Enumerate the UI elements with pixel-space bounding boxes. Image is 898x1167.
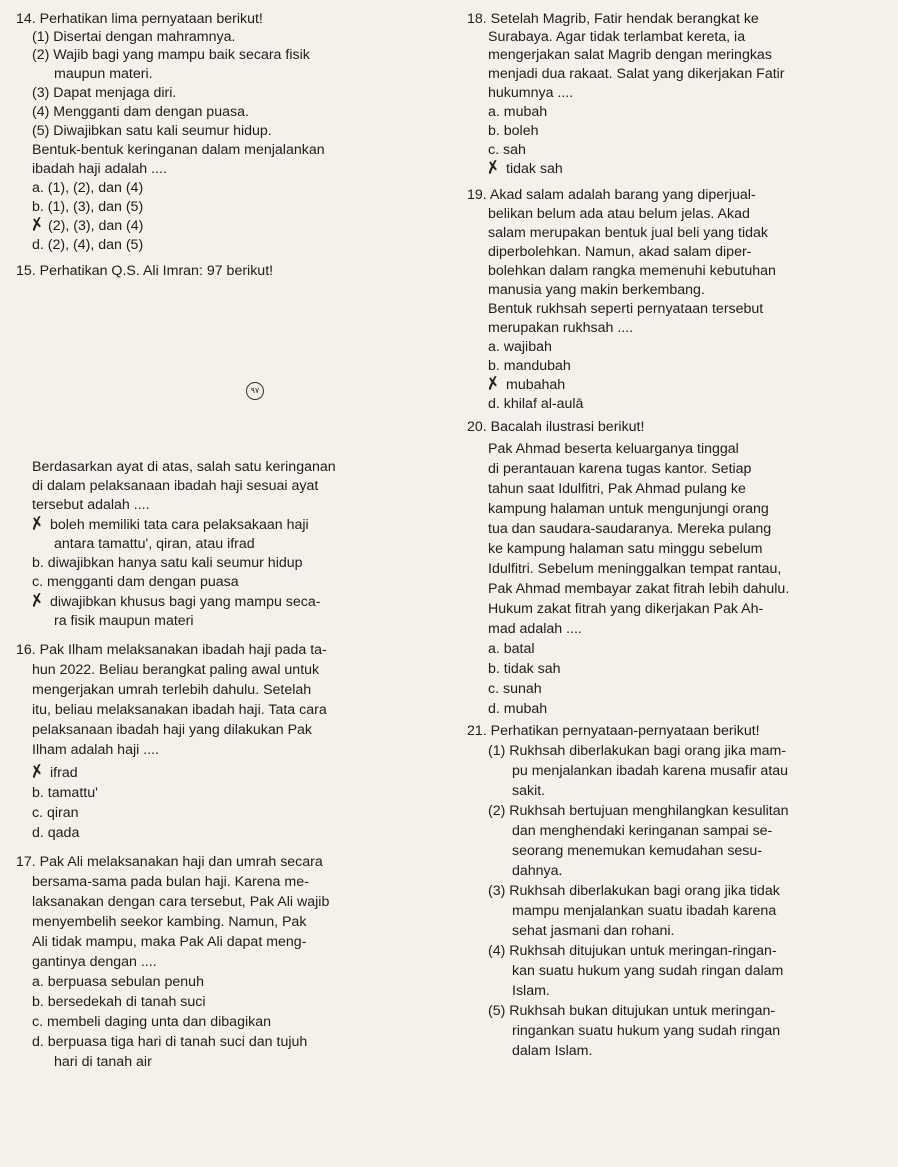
q14-option-d: d. (2), (4), dan (5) <box>32 237 144 253</box>
q21-line-10: sehat jasmani dan rohani. <box>512 923 675 939</box>
q15-answer-cross-mark: ✗ <box>28 512 46 535</box>
q15-option-b: b. diwajibkan hanya satu kali seumur hidup <box>32 555 303 571</box>
q16-line-1: 16. Pak Ilham melaksanakan ibadah haji pada ta- <box>16 642 327 658</box>
q18-option-b: b. boleh <box>488 123 539 139</box>
q19-option-d: d. khilaf al-aulā <box>488 396 584 412</box>
q15-second-cross-mark: ✗ <box>28 589 46 612</box>
q17-option-c: c. membeli daging unta dan dibagikan <box>32 1014 271 1030</box>
q17-line-6: gantinya dengan .... <box>32 954 157 970</box>
q20-line-11: mad adalah .... <box>488 621 582 637</box>
q19-line-5: bolehkan dalam rangka memenuhi kebutuhan <box>488 263 776 279</box>
q20-option-a: a. batal <box>488 641 535 657</box>
q19-line-3: salam merupakan bentuk jual beli yang tidak <box>488 225 768 241</box>
q21-line-2: pu menjalankan ibadah karena musafir atau <box>512 763 789 779</box>
q18-line-2: Surabaya. Agar tidak terlambat kereta, ia <box>488 29 746 45</box>
q14-statement-2-cont: maupun materi. <box>54 66 153 82</box>
q15-stem: 15. Perhatikan Q.S. Ali Imran: 97 berikut! <box>16 263 274 279</box>
q14-answer-cross-mark: ✗ <box>28 213 46 236</box>
q16-option-b: b. tamattu' <box>32 785 98 801</box>
q19-line-6: manusia yang makin berkembang. <box>488 282 705 298</box>
q20-line-6: tua dan saudara-saudaranya. Mereka pulang <box>488 521 772 537</box>
q20-option-b: b. tidak sah <box>488 661 561 677</box>
q14-option-b: b. (1), (3), dan (5) <box>32 199 144 215</box>
q19-line-7: Bentuk rukhsah seperti pernyataan tersebut <box>488 301 764 317</box>
q20-option-c: c. sunah <box>488 681 542 697</box>
q19-line-8: merupakan rukhsah .... <box>488 320 634 336</box>
q18-option-d: tidak sah <box>506 161 563 177</box>
q18-line-1: 18. Setelah Magrib, Fatir hendak berangkat ke <box>467 11 759 27</box>
q20-line-8: Idulfitri. Sebelum meninggalkan tempat rantau, <box>488 561 782 577</box>
q19-option-b: b. mandubah <box>488 358 571 374</box>
q14-question-2: ibadah haji adalah .... <box>32 161 167 177</box>
q20-line-3: di perantauan karena tugas kantor. Setiap <box>488 461 752 477</box>
q14-statement-5: (5) Diwajibkan satu kali seumur hidup. <box>32 123 272 139</box>
q21-line-16: dalam Islam. <box>512 1043 593 1059</box>
q15-question-3: tersebut adalah .... <box>32 497 150 513</box>
q14-statement-2: (2) Wajib bagi yang mampu baik secara fisik <box>32 47 310 63</box>
q14-statement-4: (4) Mengganti dam dengan puasa. <box>32 104 249 120</box>
q18-option-c: c. sah <box>488 142 526 158</box>
q21-line-3: sakit. <box>512 783 546 799</box>
q15-question-2: di dalam pelaksanaan ibadah haji sesuai ayat <box>32 478 319 494</box>
q21-line-6: seorang menemukan kemudahan sesu- <box>512 843 763 859</box>
q21-line-8: (3) Rukhsah diberlakukan bagi orang jika tidak <box>488 883 780 899</box>
q19-line-2: belikan belum ada atau belum jelas. Akad <box>488 206 750 222</box>
q17-option-b: b. bersedekah di tanah suci <box>32 994 206 1010</box>
q14-question-1: Bentuk-bentuk keringanan dalam menjalankan <box>32 142 325 158</box>
q17-line-3: laksanakan dengan cara tersebut, Pak Ali wajib <box>32 894 330 910</box>
q15-option-a-cont: antara tamattu', qiran, atau ifrad <box>54 536 255 552</box>
q21-line-9: mampu menjalankan suatu ibadah karena <box>512 903 777 919</box>
q20-line-7: ke kampung halaman satu minggu sebelum <box>488 541 763 557</box>
q19-line-4: diperbolehkan. Namun, akad salam diper- <box>488 244 752 260</box>
q20-line-4: tahun saat Idulfitri, Pak Ahmad pulang ke <box>488 481 746 497</box>
q19-option-c: mubahah <box>506 377 566 393</box>
q16-line-5: pelaksanaan ibadah haji yang dilakukan Pak <box>32 722 313 738</box>
q17-option-d: d. berpuasa tiga hari di tanah suci dan tujuh <box>32 1034 308 1050</box>
q16-line-2: hun 2022. Beliau berangkat paling awal untuk <box>32 662 320 678</box>
q16-line-6: Ilham adalah haji .... <box>32 742 159 758</box>
q21-line-4: (2) Rukhsah bertujuan menghilangkan kesulitan <box>488 803 789 819</box>
q18-line-5: hukumnya .... <box>488 85 574 101</box>
q21-line-14: (5) Rukhsah bukan ditujukan untuk meringan- <box>488 1003 776 1019</box>
q19-option-a: a. wajibah <box>488 339 552 355</box>
q17-line-5: Ali tidak mampu, maka Pak Ali dapat meng- <box>32 934 307 950</box>
q17-option-a: a. berpuasa sebulan penuh <box>32 974 204 990</box>
q16-option-d: d. qada <box>32 825 80 841</box>
q21-line-15: ringankan suatu hukum yang sudah ringan <box>512 1023 781 1039</box>
q15-option-a: boleh memiliki tata cara pelaksakaan haji <box>50 517 309 533</box>
ayah-number-mark: ٩٧ <box>246 382 264 400</box>
q16-option-c: c. qiran <box>32 805 79 821</box>
q15-option-d-cont: ra fisik maupun materi <box>54 613 194 629</box>
q15-question-1: Berdasarkan ayat di atas, salah satu keringanan <box>32 459 336 475</box>
q16-line-4: itu, beliau melaksanakan ibadah haji. Tata cara <box>32 702 327 718</box>
q14-option-a: a. (1), (2), dan (4) <box>32 180 144 196</box>
q15-option-d: diwajibkan khusus bagi yang mampu seca- <box>50 594 321 610</box>
q16-option-a: ifrad <box>50 765 78 781</box>
q20-line-1: 20. Bacalah ilustrasi berikut! <box>467 419 645 435</box>
q14-option-c: (2), (3), dan (4) <box>48 218 144 234</box>
q17-line-4: menyembelih seekor kambing. Namun, Pak <box>32 914 307 930</box>
q20-line-2: Pak Ahmad beserta keluarganya tinggal <box>488 441 739 457</box>
q17-line-1: 17. Pak Ali melaksanakan haji dan umrah secara <box>16 854 323 870</box>
q18-line-4: menjadi dua rakaat. Salat yang dikerjakan Fatir <box>488 66 785 82</box>
q20-line-9: Pak Ahmad membayar zakat fitrah lebih dahulu. <box>488 581 790 597</box>
q21-stem: 21. Perhatikan pernyataan-pernyataan berikut! <box>467 723 760 739</box>
q14-statement-1: (1) Disertai dengan mahramnya. <box>32 29 236 45</box>
q17-line-2: bersama-sama pada bulan haji. Karena me- <box>32 874 309 890</box>
q21-line-13: Islam. <box>512 983 550 999</box>
q21-line-5: dan menghendaki keringanan sampai se- <box>512 823 773 839</box>
q19-answer-cross-mark: ✗ <box>484 372 502 395</box>
q18-answer-cross-mark: ✗ <box>484 156 502 179</box>
q18-option-a: a. mubah <box>488 104 548 120</box>
q15-option-c: c. mengganti dam dengan puasa <box>32 574 239 590</box>
q21-line-1: (1) Rukhsah diberlakukan bagi orang jika mam- <box>488 743 787 759</box>
q17-option-d-cont: hari di tanah air <box>54 1054 152 1070</box>
q14-statement-3: (3) Dapat menjaga diri. <box>32 85 177 101</box>
q20-option-d: d. mubah <box>488 701 548 717</box>
q14-stem: 14. Perhatikan lima pernyataan berikut! <box>16 11 263 27</box>
q19-line-1: 19. Akad salam adalah barang yang diperjual- <box>467 187 756 203</box>
q16-answer-cross-mark: ✗ <box>28 760 46 783</box>
q16-line-3: mengerjakan umrah terlebih dahulu. Setelah <box>32 682 312 698</box>
q18-line-3: mengerjakan salat Magrib dengan meringkas <box>488 47 772 63</box>
q21-line-12: kan suatu hukum yang sudah ringan dalam <box>512 963 784 979</box>
q20-line-5: kampung halaman untuk mengunjungi orang <box>488 501 769 517</box>
q21-line-11: (4) Rukhsah ditujukan untuk meringan-ringan- <box>488 943 777 959</box>
q21-line-7: dahnya. <box>512 863 563 879</box>
q20-line-10: Hukum zakat fitrah yang dikerjakan Pak Ah- <box>488 601 764 617</box>
